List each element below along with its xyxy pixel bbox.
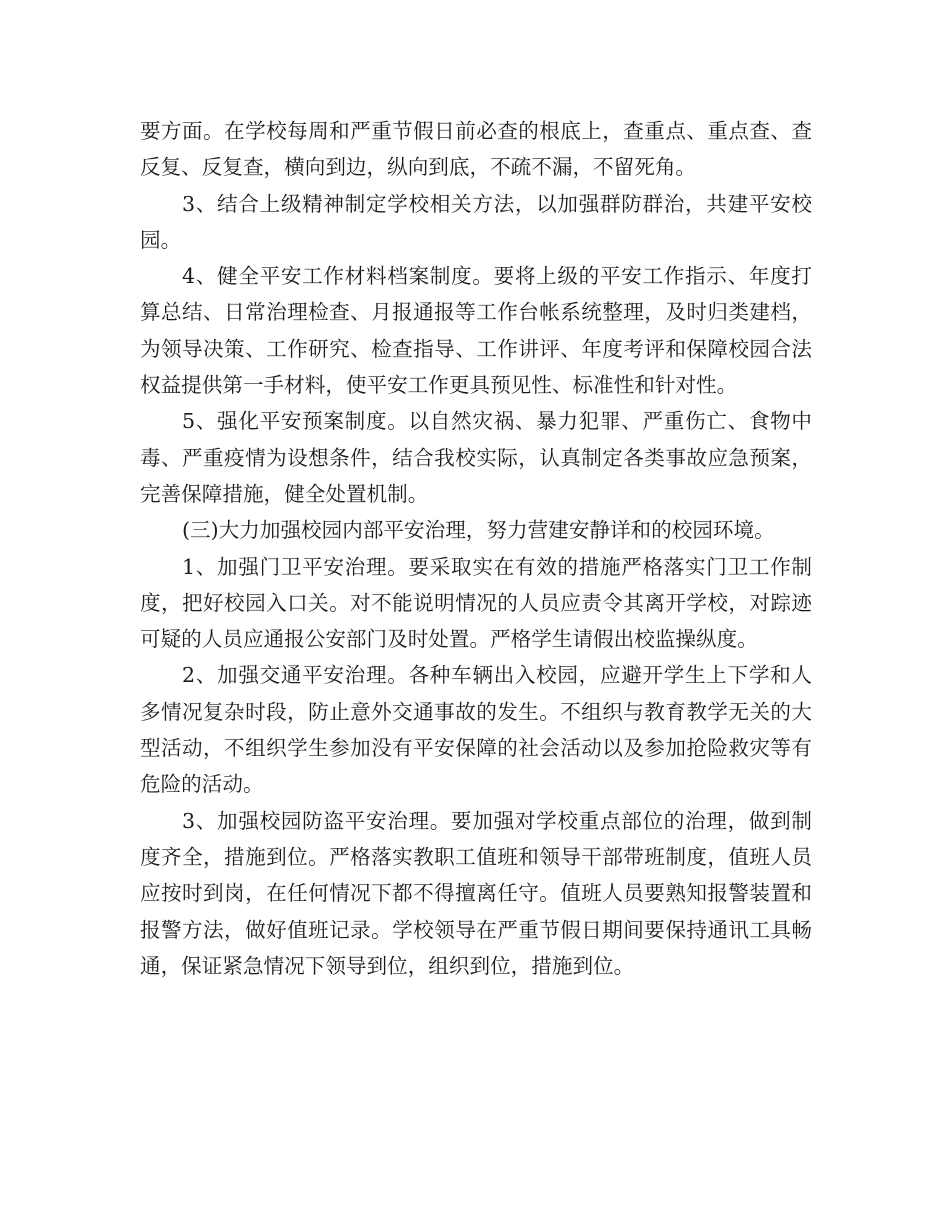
paragraph-item-4-archives: 4、健全平安工作材料档案制度。要将上级的平安工作指示、年度打算总结、日常治理检查、月报通报等工作台帐系统整理，及时归类建档，为领导决策、工作研究、检查指导、工作讲评、年度考评和保障校园合法权益提供第一手材料，使平安工作更具预见性、标准性和针对性。: [140, 264, 812, 398]
paragraph-item-5-contingency: 5、强化平安预案制度。以自然灾祸、暴力犯罪、严重伤亡、食物中毒、严重疫情为设想条件，结合我校实际，认真制定各类事故应急预案，完善保障措施，健全处置机制。: [140, 409, 812, 506]
section-heading-3: (三)大力加强校园内部平安治理，努力营建安静详和的校园环境。: [182, 518, 775, 543]
paragraph-item-1-gate-security: 1、加强门卫平安治理。要采取实在有效的措施严格落实门卫工作制度，把好校园入口关。对不能说明情况的人员应责令其离开学校，对踪迹可疑的人员应通报公安部门及时处置。严格学生请假出校监操纵度。: [140, 554, 812, 652]
paragraph-item-3-theft-prevention: 3、加强校园防盗平安治理。要加强对学校重点部位的治理，做到制度齐全，措施到位。严格落实教职工值班和领导干部带班制度，值班人员应按时到岗，在任何情况下都不得擅离任守。值班人员要熟知报警装置和报警方法，做好值班记录。学校领导在严重节假日期间要保持通讯工具畅通，保证紧急情况下领导到位，组织到位，措施到位。: [140, 808, 812, 978]
paragraph-item-3-collaboration: 3、结合上级精神制定学校相关方法，以加强群防群治，共建平安校园。: [140, 191, 812, 252]
paragraph-item-2-traffic-safety: 2、加强交通平安治理。各种车辆出入校园，应避开学生上下学和人多情况复杂时段，防止意外交通事故的发生。不组织与教育教学无关的大型活动，不组织学生参加没有平安保障的社会活动以及参加抢险救灾等有危险的活动。: [140, 663, 812, 797]
paragraph-continuation: 要方面。在学校每周和严重节假日前必查的根底上，查重点、重点查、查反复、反复查，横向到边，纵向到底，不疏不漏，不留死角。: [140, 119, 812, 180]
document-body: [140, 113, 812, 984]
